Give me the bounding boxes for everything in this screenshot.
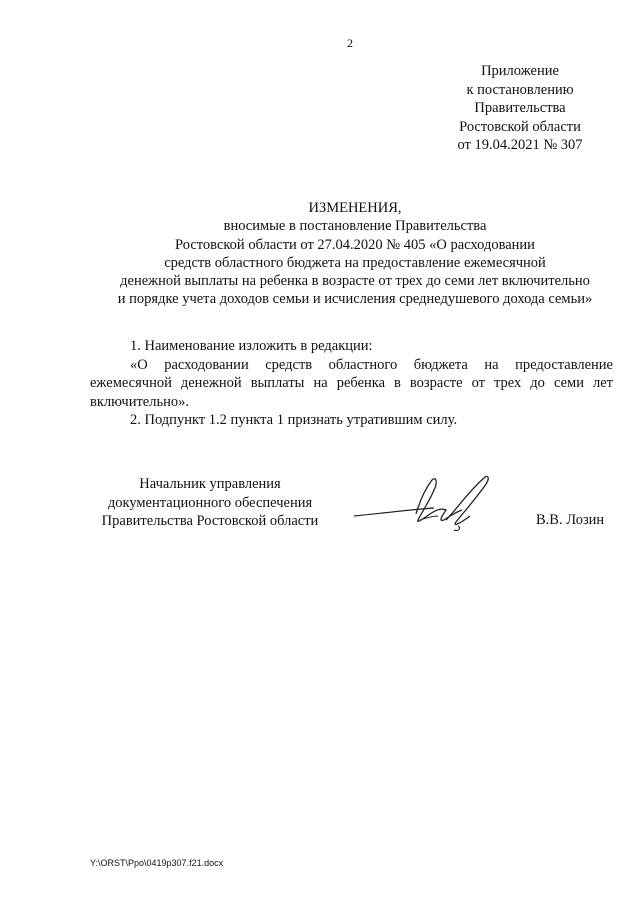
heading-title: ИЗМЕНЕНИЯ, <box>308 200 402 216</box>
file-path-footer: Y:\ORST\Ppo\0419p307.f21.docx <box>90 858 224 868</box>
handwritten-signature <box>346 470 506 540</box>
page-number: 2 <box>347 36 353 50</box>
appendix-line: Ростовской области <box>459 118 581 135</box>
appendix-line: к постановлению <box>466 81 574 98</box>
document-heading <box>90 199 620 309</box>
heading-line: Ростовской области от 27.04.2020 № 405 «О расходовании <box>175 236 535 253</box>
appendix-line: Правительства <box>474 100 566 116</box>
signer-position-line: Правительства Ростовской области <box>101 513 319 529</box>
heading-line: и порядке учета доходов семьи и исчисления среднедушевого дохода семьи» <box>117 291 593 308</box>
signer-position <box>90 475 330 531</box>
signer-name: В.В. Лозин <box>536 512 605 528</box>
appendix-line: Приложение <box>481 63 559 79</box>
appendix-line: от 19.04.2021 № 307 <box>457 137 583 153</box>
heading-line: вносимые в постановление Правительства <box>223 218 487 235</box>
signer-position-line: Начальник управления <box>139 476 281 492</box>
heading-line: денежной выплаты на ребенка в возрасте от трех до семи лет включительно <box>120 273 590 290</box>
item-1-quote: «О расходовании средств областного бюджета на предоставление ежемесячной денежной выплаты на ребенка в возрасте от трех до семи лет включительно». <box>90 356 613 410</box>
item-2: 2. Подпункт 1.2 пункта 1 признать утратившим силу. <box>130 412 458 428</box>
signer-position-line: документационного обеспечения <box>107 494 313 511</box>
item-1: 1. Наименование изложить в редакции: <box>130 338 373 354</box>
document-body <box>90 337 613 430</box>
appendix-block <box>430 62 610 155</box>
heading-line: средств областного бюджета на предоставление ежемесячной <box>164 254 546 271</box>
